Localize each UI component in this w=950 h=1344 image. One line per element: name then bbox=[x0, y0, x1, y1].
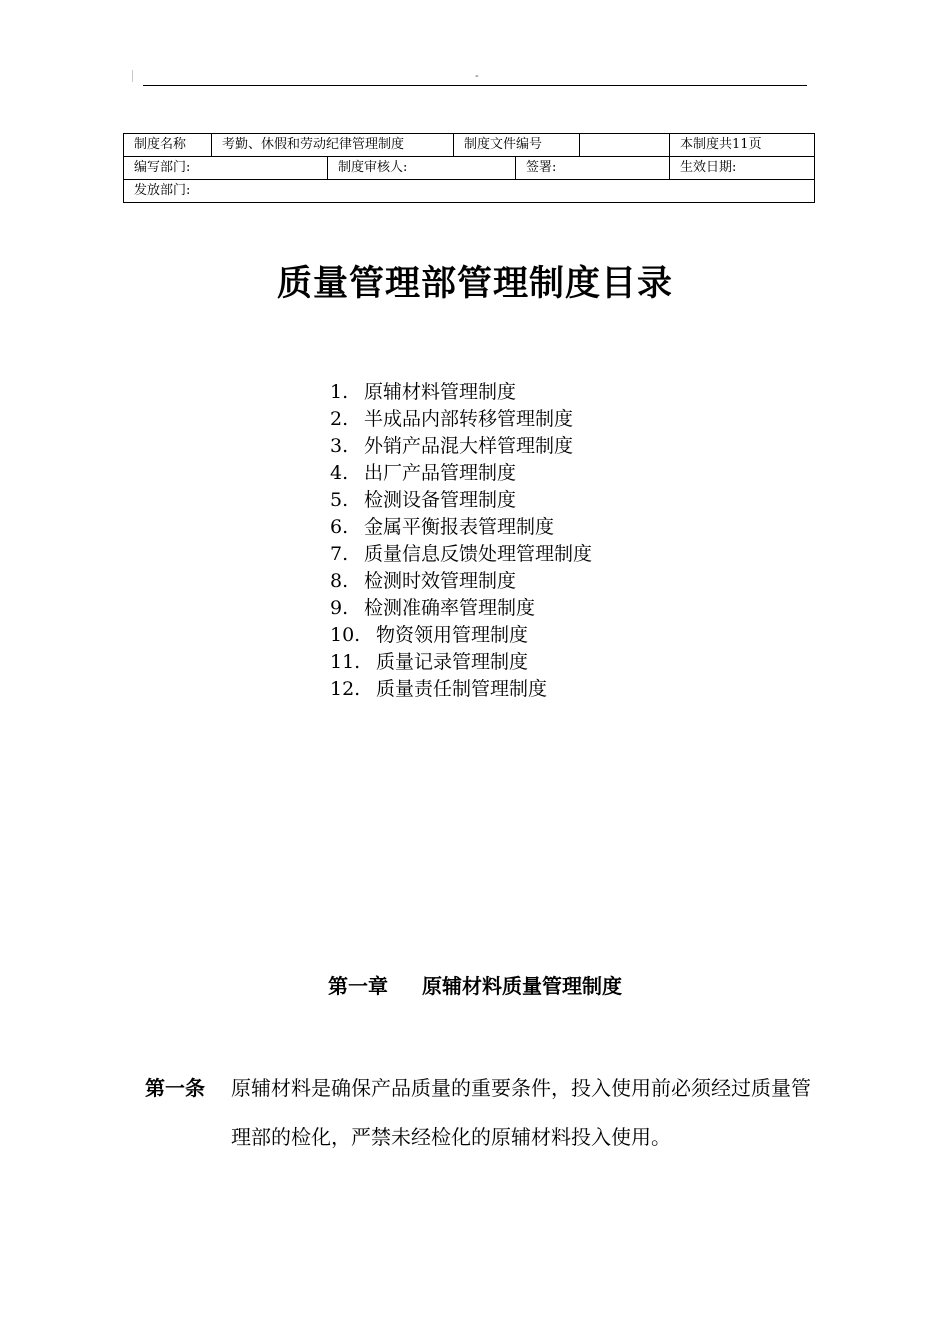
header-dash: - bbox=[475, 70, 479, 82]
info-table bbox=[123, 133, 815, 203]
toc-item: 10. 物资领用管理制度 bbox=[330, 624, 529, 646]
article-text: 原辅材料是确保产品质量的重要条件，投入使用前必须经过质量管理部的检化，严禁未经检化的原辅材料投入使用。 bbox=[231, 1076, 811, 1149]
document-title: 质量管理部管理制度目录 bbox=[276, 263, 673, 304]
article-label: 第一条 bbox=[145, 1076, 205, 1100]
toc-item: 12. 质量责任制管理制度 bbox=[330, 678, 548, 700]
sign-label: 签署: bbox=[516, 157, 670, 180]
toc-item: 5. 检测设备管理制度 bbox=[330, 489, 517, 511]
toc-item: 3. 外销产品混大样管理制度 bbox=[330, 435, 574, 457]
table-of-contents bbox=[330, 379, 592, 703]
effective-date-label: 生效日期: bbox=[670, 157, 815, 180]
toc-item: 6. 金属平衡报表管理制度 bbox=[330, 516, 555, 538]
name-label: 制度名称 bbox=[124, 134, 212, 157]
chapter-title: 原辅材料质量管理制度 bbox=[422, 974, 622, 998]
page-count: 本制度共11页 bbox=[670, 134, 815, 157]
reviewer-label: 制度审核人: bbox=[328, 157, 516, 180]
toc-item: 4. 出厂产品管理制度 bbox=[330, 462, 517, 484]
chapter-heading bbox=[0, 970, 950, 999]
info-row-3 bbox=[124, 180, 815, 203]
doc-no-value bbox=[580, 134, 670, 157]
toc-item: 2. 半成品内部转移管理制度 bbox=[330, 408, 574, 430]
toc-item: 1. 原辅材料管理制度 bbox=[330, 381, 517, 403]
dept-label: 编写部门: bbox=[124, 157, 328, 180]
header-rule bbox=[143, 85, 807, 86]
toc-item: 11. 质量记录管理制度 bbox=[330, 651, 529, 673]
info-row-1 bbox=[124, 134, 815, 157]
toc-item: 9. 检测准确率管理制度 bbox=[330, 597, 536, 619]
toc-item: 8. 检测时效管理制度 bbox=[330, 570, 517, 592]
chapter-number: 第一章 bbox=[328, 974, 388, 998]
doc-no-label: 制度文件编号 bbox=[454, 134, 580, 157]
issue-dept-label: 发放部门: bbox=[124, 180, 815, 203]
info-row-2 bbox=[124, 157, 815, 180]
header-corner-mark bbox=[132, 70, 133, 82]
toc-item: 7. 质量信息反馈处理管理制度 bbox=[330, 543, 593, 565]
name-value: 考勤、休假和劳动纪律管理制度 bbox=[212, 134, 454, 157]
